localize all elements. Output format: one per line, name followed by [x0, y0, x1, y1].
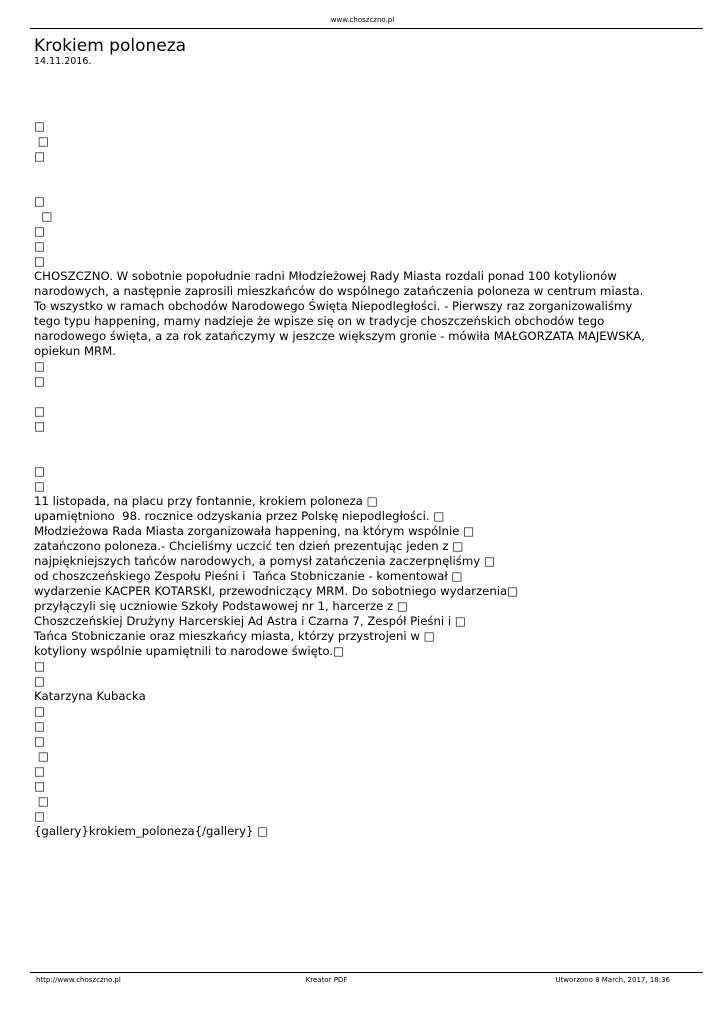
lead-line: narodowego święta, a za rok zatańczymy w jeszcze większym gronie - mówiła MAŁGORZATA MAJEWSKA, [34, 329, 645, 343]
placeholder-glyph: □ [34, 404, 46, 418]
body-line: Choszczeńskiej Drużyny Harcerskiej Ad Astra i Czarna 7, Zespół Pieśni i □ [34, 614, 466, 628]
spacer [34, 449, 704, 464]
lead-line: opiekun MRM. [34, 344, 116, 358]
body-line: najpiękniejszych tańców narodowych, a pomysł zatańczenia zaczerpnęliśmy □ [34, 554, 495, 568]
placeholder-glyph: □ [34, 479, 46, 493]
placeholder-glyph: □ [34, 419, 46, 433]
spacer [34, 434, 704, 449]
lead-line: tego typu happening, mamy nadzieje że wpisze się on w tradycje choszczeńskich obchodów tego [34, 314, 605, 328]
article-body [34, 119, 704, 839]
placeholder-glyph: □ [34, 224, 46, 238]
placeholder-glyph: □ [34, 719, 46, 733]
placeholder-glyph: □ [34, 674, 46, 688]
placeholder-glyph: □ [34, 119, 46, 133]
lead-line: narodowych, a następnie zaprosili mieszkańców do wspólnego zatańczenia poloneza w centrum miasta. [34, 284, 644, 298]
placeholder-glyph: □ [34, 254, 46, 268]
body-line: przyłączyli się uczniowie Szkoły Podstawowej nr 1, harcerze z □ [34, 599, 408, 613]
header-site-url: www.choszczno.pl [330, 16, 395, 24]
placeholder-glyph: □ [34, 734, 46, 748]
lead-line: To wszystko w ramach obchodów Narodowego Święta Niepodległości. - Pierwszy raz zorganizowaliśmy [34, 299, 633, 313]
placeholder-glyph: □ [34, 374, 46, 388]
body-line: Młodzieżowa Rada Miasta zorganizowała happening, na którym wspólnie □ [34, 524, 475, 538]
body-line: Tańca Stobniczanie oraz mieszkańcy miasta, którzy przystrojeni w □ [34, 629, 435, 643]
placeholder-glyph: □ [34, 134, 49, 148]
author-name: Katarzyna Kubacka [34, 689, 146, 703]
placeholder-glyph: □ [34, 209, 53, 223]
placeholder-glyph: □ [34, 359, 46, 373]
header-rule [30, 28, 703, 29]
spacer [34, 164, 704, 179]
body-line: kotyliony wspólnie upamiętnili to narodowe święto.□ [34, 644, 345, 658]
footer-url: http://www.choszczno.pl [36, 976, 121, 984]
placeholder-glyph: □ [34, 194, 46, 208]
placeholder-glyph: □ [34, 239, 46, 253]
placeholder-glyph: □ [34, 749, 49, 763]
placeholder-glyph: □ [34, 149, 46, 163]
lead-line: CHOSZCZNO. W sobotnie popołudnie radni Młodzieżowej Rady Miasta rozdali ponad 100 kotylionów [34, 269, 617, 283]
placeholder-glyph: □ [34, 464, 46, 478]
spacer [34, 389, 704, 404]
body-line: wydarzenie KACPER KOTARSKI, przewodniczący MRM. Do sobotniego wydarzenia□ [34, 584, 519, 598]
placeholder-glyph: □ [34, 764, 46, 778]
placeholder-glyph: □ [34, 704, 46, 718]
body-line: zatańczono poloneza.- Chcieliśmy uczcić ten dzień prezentując jeden z □ [34, 539, 464, 553]
article-title: Krokiem poloneza [34, 36, 187, 56]
placeholder-glyph: □ [34, 809, 46, 823]
placeholder-glyph: □ [34, 659, 46, 673]
body-line: upamiętniono 98. rocznice odzyskania przez Polskę niepodległości. □ [34, 509, 445, 523]
gallery-tag: {gallery}krokiem_poloneza{/gallery} □ [34, 824, 269, 838]
placeholder-glyph: □ [34, 794, 49, 808]
article-date: 14.11.2016. [34, 56, 92, 67]
footer-generator: Kreator PDF [305, 976, 348, 984]
spacer [34, 179, 704, 194]
body-line: od choszczeńskiego Zespołu Pieśni i Tańca Stobniczanie - komentował □ [34, 569, 463, 583]
footer-rule [30, 972, 703, 973]
body-line: 11 listopada, na placu przy fontannie, krokiem poloneza □ [34, 494, 378, 508]
footer-created: Utworzono 8 March, 2017, 18:36 [555, 976, 670, 984]
placeholder-glyph: □ [34, 779, 46, 793]
